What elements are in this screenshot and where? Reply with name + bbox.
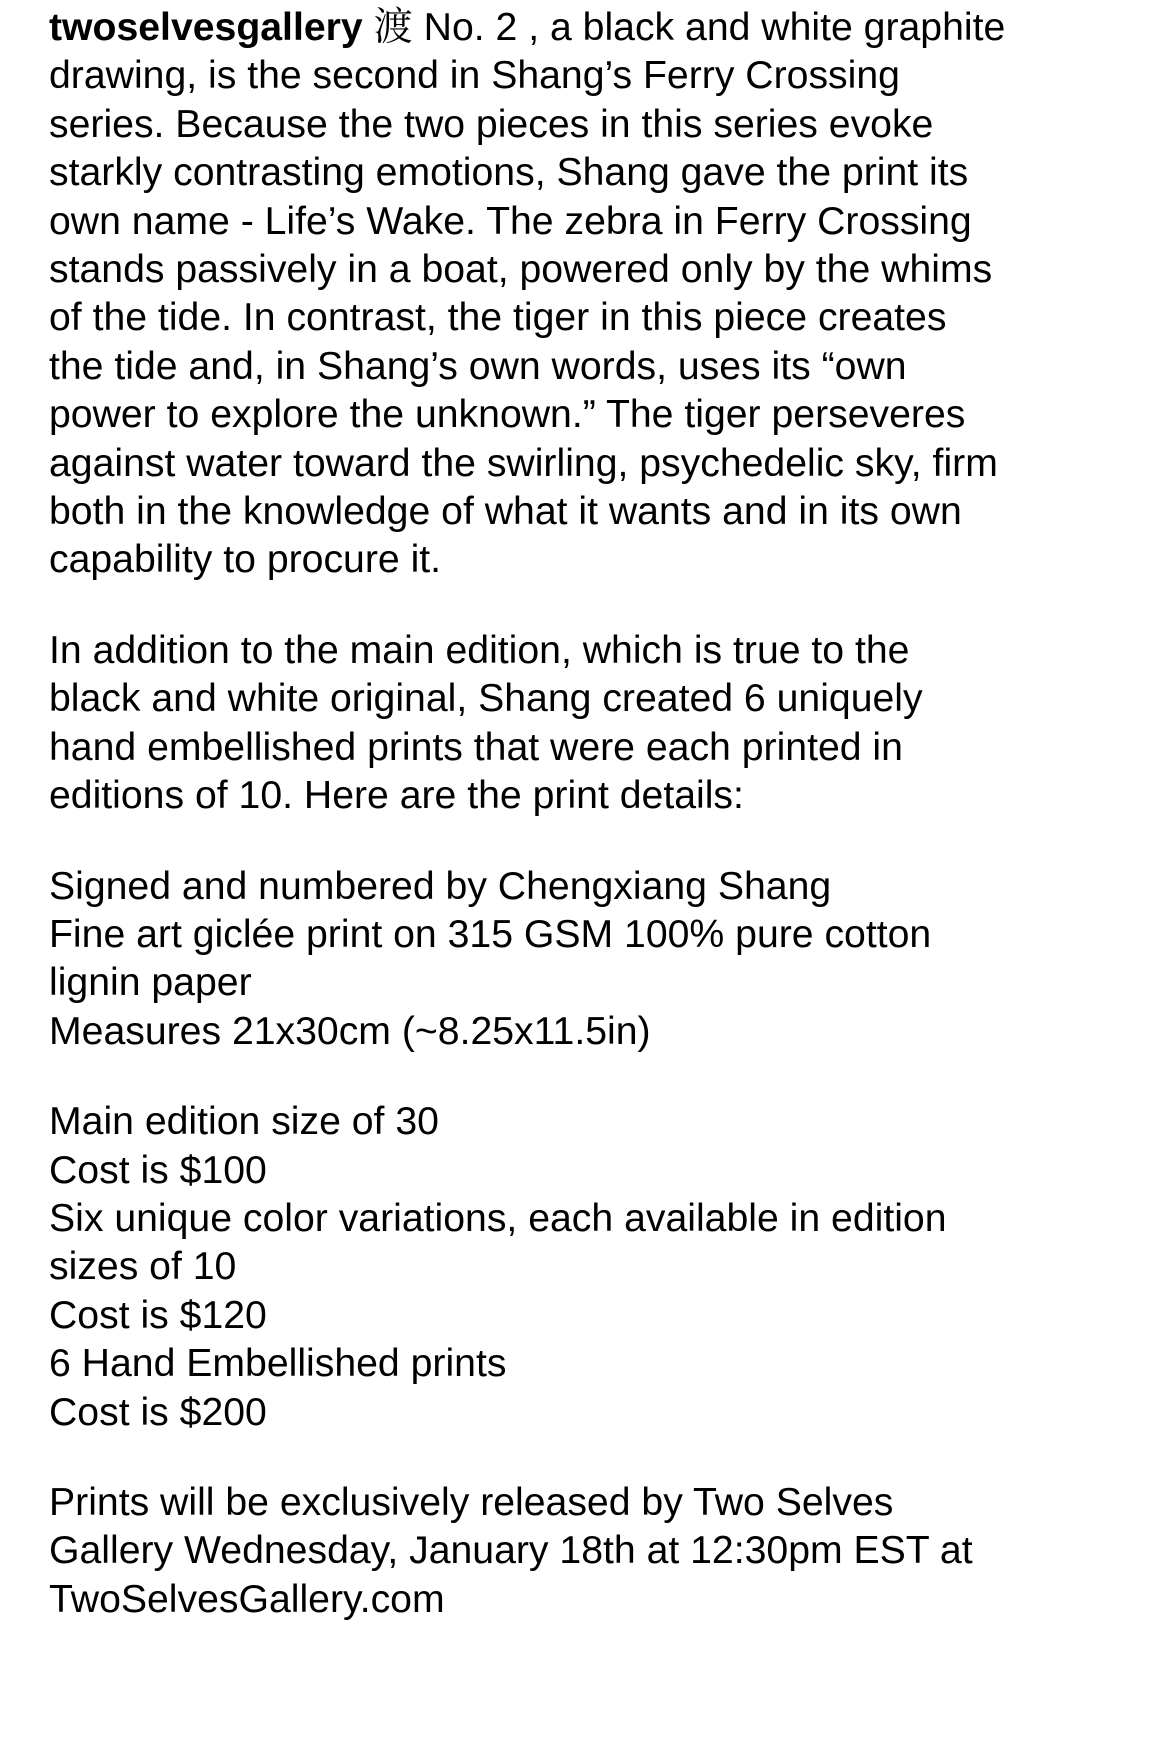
caption-line: Six unique color variations, each available in edition <box>49 1196 947 1240</box>
caption-line: of the tide. In contrast, the tiger in this piece creates <box>49 296 947 340</box>
caption-line: series. Because the two pieces in this series evoke <box>49 102 934 146</box>
caption-line: the tide and, in Shang’s own words, uses its “own <box>49 344 907 388</box>
caption-line: In addition to the main edition, which is true to the <box>49 628 910 672</box>
caption-line: drawing, is the second in Shang’s Ferry Crossing <box>49 54 900 98</box>
caption-line: power to explore the unknown.” The tiger perseveres <box>49 393 966 437</box>
caption-line: 6 Hand Embellished prints <box>49 1342 507 1386</box>
caption-line: Cost is $100 <box>49 1148 267 1192</box>
caption-line: Measures 21x30cm (~8.25x11.5in) <box>49 1009 651 1053</box>
caption-intro <box>49 4 1129 585</box>
caption-print-details <box>49 863 1129 1057</box>
caption-line: against water toward the swirling, psychedelic sky, firm <box>49 441 998 485</box>
caption-first-line <box>49 4 1129 52</box>
caption-line: own name - Life’s Wake. The zebra in Ferry Crossing <box>49 199 972 243</box>
caption-line: both in the knowledge of what it wants and in its own <box>49 490 962 534</box>
caption-line: Cost is $120 <box>49 1293 267 1337</box>
caption-release <box>49 1479 1129 1624</box>
caption-line: 渡 No. 2 , a black and white graphite <box>362 6 1006 49</box>
post-caption <box>49 0 1129 1624</box>
caption-pricing <box>49 1098 1129 1437</box>
caption-line: Signed and numbered by Chengxiang Shang <box>49 864 832 908</box>
caption-editions <box>49 627 1129 821</box>
username-link[interactable]: twoselvesgallery <box>49 6 363 49</box>
caption-line: editions of 10. Here are the print details: <box>49 774 744 818</box>
caption-line: capability to procure it. <box>49 538 442 582</box>
caption-line: starkly contrasting emotions, Shang gave the print its <box>49 151 969 195</box>
caption-line: Main edition size of 30 <box>49 1100 439 1144</box>
caption-line: black and white original, Shang created 6 uniquely <box>49 677 923 721</box>
caption-line: stands passively in a boat, powered only by the whims <box>49 248 993 292</box>
caption-line: Prints will be exclusively released by Two Selves <box>49 1480 894 1524</box>
caption-line: Cost is $200 <box>49 1390 267 1434</box>
caption-line: Gallery Wednesday, January 18th at 12:30pm EST at <box>49 1529 973 1573</box>
caption-line: hand embellished prints that were each printed in <box>49 725 903 769</box>
caption-line: lignin paper <box>49 961 252 1005</box>
caption-line: Fine art giclée print on 315 GSM 100% pure cotton <box>49 912 932 956</box>
gallery-website-link[interactable]: TwoSelvesGallery.com <box>49 1577 445 1621</box>
caption-line: sizes of 10 <box>49 1245 237 1289</box>
